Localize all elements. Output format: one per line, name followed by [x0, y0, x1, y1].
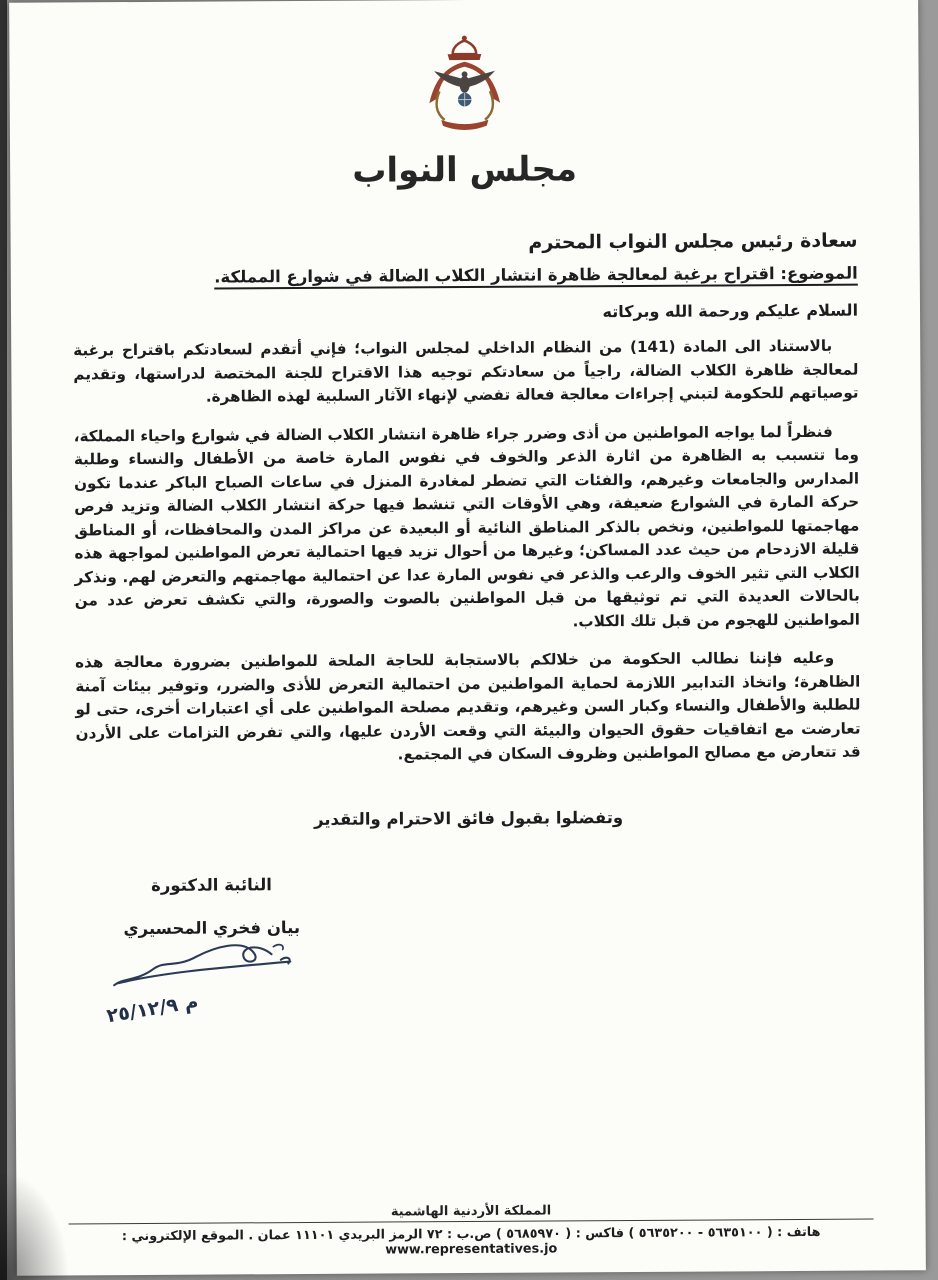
letter-paragraph-2: فنظراً لما يواجه المواطنين من أذى وضرر جراء ظاهرة انتشار الكلاب الضالة في شوارع واحياء المملكة، وما تتسبب به الظاهرة من اثارة الذعر والخوف في نفوس المارة خاصة من الأطفال والنساء وطلبة المدارس والجامعات وغيرهم، والفئات التي تضطر لمغادرة المنزل في ساعات الصباح الباكر عندما تكون حركة المارة في الشوارع ضعيفة، وهي الأوقات التي تنشط فيها حركة انتشار الكلاب الضالة وتزيد فرص مهاجمتها للمواطنين، ونخص بالذكر المناطق النائية أو البعيدة عن مراكز المدن والمحافظات، أو المناطق قليلة الازدحام من حيث عدد المساكن؛ وغيرها من أحوال تزيد فيها احتمالية تعرض المواطنين لمواجهة هذه الكلاب التي تثير الخوف والرعب والذعر في نفوس المارة عدا عن احتمالية مهاجمتهم والتعرض لهم. ونذكر بالحالات العديدة التي تم توثيقها من قبل المواطنين بالصوت والصورة، والتي تكشف تعرض عدد من المواطنين للهجوم من قبل تلك الكلاب.	[73, 422, 860, 630]
handwritten-date: م ٢٥/١٢/٩	[104, 990, 200, 1027]
signature-block	[76, 871, 862, 1027]
footer-contact-line: هاتف : ( ٥٦٣٥١٠٠ - ٥٦٣٥٢٠٠ ) فاكس : ( ٥٦٨٥٩٧٠ ) ص.ب : ٧٢ الرمز البريدي ١١١٠١ عمان . الموقع الإلكتروني : www.representatives.jo	[121, 1224, 821, 1258]
letter-page	[9, 0, 926, 1276]
greeting-line: السلام عليكم ورحمة الله وبركاته	[602, 300, 859, 322]
jordan-coat-of-arms-icon	[71, 0, 857, 148]
subject-line: الموضوع: اقتراح برغبة لمعالجة ظاهرة انتشار الكلاب الضالة في شوارع المملكة.	[214, 263, 858, 287]
footer-calligraphy: المملكة الأردنية الهاشمية	[390, 1203, 552, 1220]
letter-paragraph-3: وعليه فإننا نطالب الحكومة من خلالكم بالاستجابة للحاجة الملحة للمواطنين بضرورة معالجة هذه الظاهرة؛ واتخاذ التدابير اللازمة لحماية المواطنين من احتمالية التعرض للأذى والضرر، وتوفير بيئات آمنة للطلبة والأطفال والنساء وكبار السن وغيرهم، وتقديم مصلحة المواطنين على أي اعتبارات أخرى، حتى لو تعارضت مع اتفاقيات حقوق الحيوان والبيئة التي وقعت الأردن عليها، والتي تفرض التزامات على الأردن قد تتعارض مع مصالح المواطنين وظروف السكان في المجتمع.	[75, 648, 861, 764]
letter-paragraph-1: بالاستناد الى المادة (141) من النظام الداخلي لمجلس النواب؛ فإني أتقدم لسعادتكم باقتراح برغبة لمعالجة ظاهرة الكلاب الضالة، راجياً من سعادتكم توجيه هذا الاقتراح للجنة المختصة لدراستها، وتقديم توصياتهم للحكومة لتبني إجراءات معالجة فعالة تفضي لإنهاء الآثار السلبية لهذه الظاهرة.	[73, 336, 859, 406]
parliament-calligraphy-title: مجلس النواب	[352, 149, 578, 191]
closing-line: وتفضلوا بقبول فائق الاحترام والتقدير	[313, 807, 624, 829]
signatory-name: بيان فخري المحسيري	[123, 917, 301, 938]
letterhead-footer	[68, 1202, 873, 1260]
salutation-line: سعادة رئيس مجلس النواب المحترم	[528, 229, 858, 254]
signatory-title: النائبة الدكتورة	[151, 874, 272, 895]
handwritten-signature-icon	[105, 938, 305, 999]
